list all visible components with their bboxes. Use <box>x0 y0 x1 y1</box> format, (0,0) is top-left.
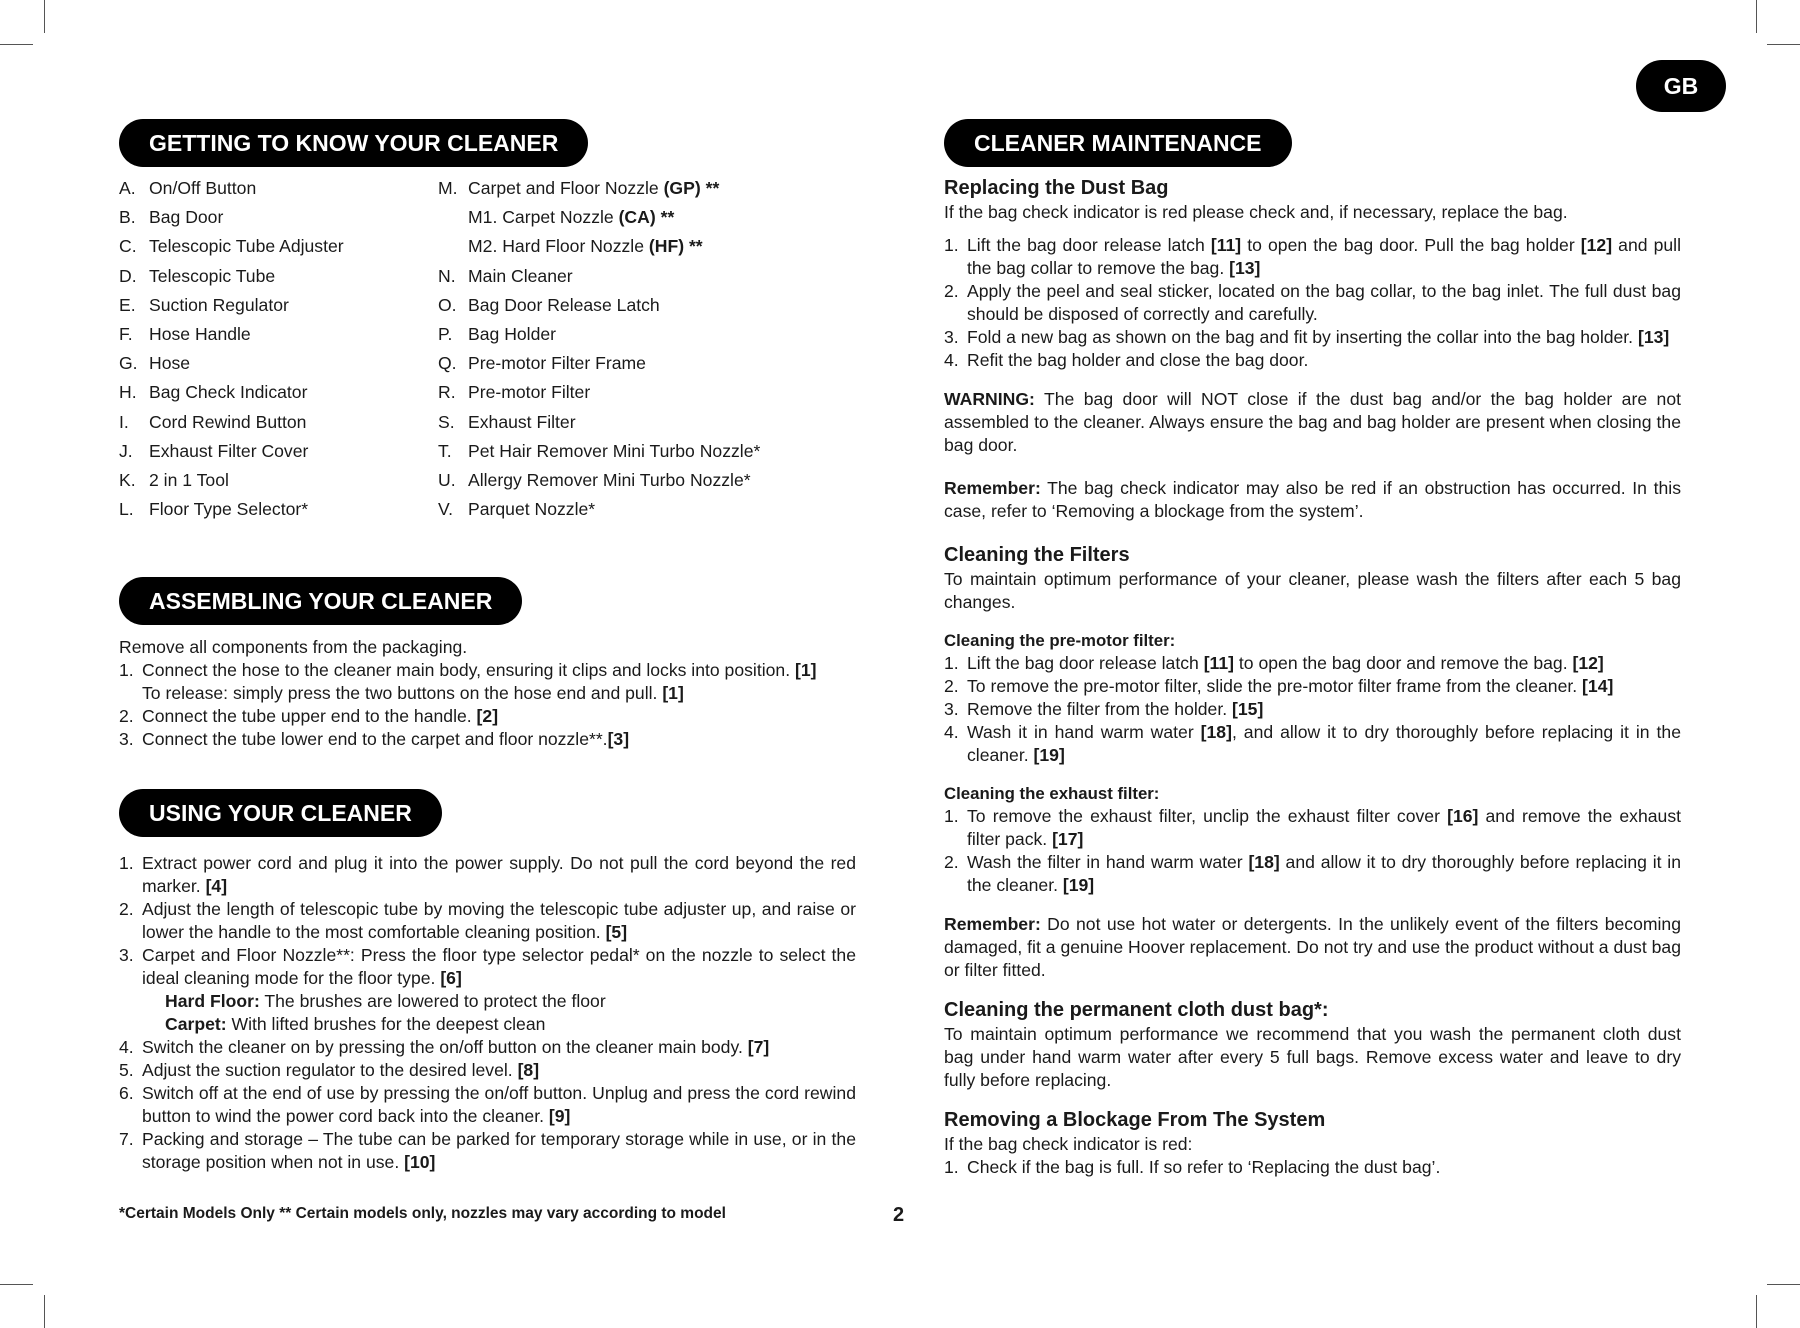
list-item: C. Telescopic Tube Adjuster <box>119 236 344 257</box>
parts-list-right <box>438 174 760 524</box>
crop-mark <box>1767 1284 1800 1285</box>
list-item: L. Floor Type Selector* <box>119 499 309 520</box>
using-body <box>119 852 856 1174</box>
parts-list-left <box>119 174 344 524</box>
list-item: D. Telescopic Tube <box>119 265 276 286</box>
list-item: 1. Connect the hose to the cleaner main body, ensuring it clips and locks into position. [1] <box>119 660 817 680</box>
list-item: 4. Refit the bag holder and close the bag door. <box>944 350 1309 370</box>
blockage-intro: If the bag check indicator is red: <box>944 1134 1193 1154</box>
list-item: 2. Connect the tube upper end to the handle. [2] <box>119 706 499 726</box>
list-item: B. Bag Door <box>119 207 224 228</box>
heading-cleaning-filters: Cleaning the Filters <box>944 544 1130 566</box>
section-header-using: USING YOUR CLEANER <box>119 789 442 837</box>
crop-mark <box>44 1295 45 1328</box>
list-item: 1. Lift the bag door release latch [11] to open the bag door and remove the bag. [12] <box>944 653 1604 673</box>
list-item: P. Bag Holder <box>438 324 557 345</box>
list-item: 4. Switch the cleaner on by pressing the on/off button on the cleaner main body. [7] <box>119 1037 770 1057</box>
carpet-note: Carpet: With lifted brushes for the deepest clean <box>165 1014 546 1034</box>
list-item: J. Exhaust Filter Cover <box>119 440 309 461</box>
list-item: I. Cord Rewind Button <box>119 411 307 432</box>
list-item: 1. Check if the bag is full. If so refer to ‘Replacing the dust bag’. <box>944 1157 1441 1177</box>
list-item: 2. Wash the filter in hand warm water [18] and allow it to dry thoroughly before replacing it in the cleaner. [19] <box>944 852 1681 895</box>
list-item: G. Hose <box>119 353 191 374</box>
list-item: 1. Lift the bag door release latch [11] to open the bag door. Pull the bag holder [12] and pull the bag collar to remove the bag. [13] <box>944 235 1681 278</box>
list-item: 2. To remove the pre-motor filter, slide the pre-motor filter frame from the cleaner. [14] <box>944 676 1614 696</box>
list-item: M1. Carpet Nozzle (CA) ** <box>468 207 675 228</box>
footnote: *Certain Models Only ** Certain models only, nozzles may vary according to model <box>119 1205 726 1222</box>
list-item: 3. Connect the tube lower end to the carpet and floor nozzle**.[3] <box>119 729 630 749</box>
heading-cloth-dust-bag: Cleaning the permanent cloth dust bag*: <box>944 999 1329 1021</box>
assembling-body <box>119 636 856 751</box>
page-number: 2 <box>893 1204 905 1226</box>
crop-mark <box>0 1284 33 1285</box>
list-item: 7. Packing and storage – The tube can be parked for temporary storage while in use, or in the storage position when not in use. [10] <box>119 1129 856 1172</box>
crop-mark <box>44 0 45 33</box>
list-item: To release: simply press the two buttons on the hose end and pull. [1] <box>142 683 684 703</box>
list-item: 5. Adjust the suction regulator to the desired level. [8] <box>119 1060 540 1080</box>
list-item: T. Pet Hair Remover Mini Turbo Nozzle* <box>438 440 761 461</box>
maintenance-body <box>944 176 1681 1179</box>
filters-remember-note: Remember: Do not use hot water or detergents. In the unlikely event of the filters becoming damaged, fit a genuine Hoover replacement. Do not try and use the product without a dust bag or filter fitted. <box>944 914 1681 980</box>
list-item: A. On/Off Button <box>119 178 257 198</box>
list-item: 1. To remove the exhaust filter, unclip the exhaust filter cover [16] and remove the exhaust filter pack. [17] <box>944 806 1682 849</box>
list-item: S. Exhaust Filter <box>438 411 576 432</box>
list-item: Q. Pre-motor Filter Frame <box>438 353 646 374</box>
list-item: V. Parquet Nozzle* <box>438 499 596 520</box>
list-item: 3. Carpet and Floor Nozzle**: Press the floor type selector pedal* on the nozzle to select the ideal cleaning mode for the floor type. [6] Hard Floor: The brushes are lowered to protect the floor Carpet: With lifted brushes for the deepest clean <box>119 945 856 1034</box>
language-badge: GB <box>1636 60 1726 112</box>
crop-mark <box>1756 1295 1757 1328</box>
assembling-intro: Remove all components from the packaging. <box>119 637 468 657</box>
list-item: M. Carpet and Floor Nozzle (GP) ** <box>438 178 720 198</box>
list-item: R. Pre-motor Filter <box>438 382 591 403</box>
hard-floor-note: Hard Floor: The brushes are lowered to protect the floor <box>165 991 606 1011</box>
list-item: 4. Wash it in hand warm water [18], and allow it to dry thoroughly before replacing it in the cleaner. [19] <box>944 722 1681 765</box>
section-header-assembling: ASSEMBLING YOUR CLEANER <box>119 577 522 625</box>
crop-mark <box>1756 0 1757 33</box>
warning-note: WARNING: The bag door will NOT close if the dust bag and/or the bag holder are not assembled to the cleaner. Always ensure the bag and bag holder are present when closing the bag door. <box>944 389 1681 455</box>
list-item: E. Suction Regulator <box>119 294 289 315</box>
section-header-maintenance: CLEANER MAINTENANCE <box>944 119 1292 167</box>
list-item: M2. Hard Floor Nozzle (HF) ** <box>468 236 703 257</box>
cloth-bag-text: To maintain optimum performance we recommend that you wash the permanent cloth dust bag under hand warm water after every 5 full bags. Remove excess water and leave to dry fully before replacing. <box>944 1024 1681 1090</box>
section-header-getting-to-know: GETTING TO KNOW YOUR CLEANER <box>119 119 588 167</box>
list-item: O. Bag Door Release Latch <box>438 294 660 315</box>
list-item: N. Main Cleaner <box>438 265 573 286</box>
crop-mark <box>0 44 33 45</box>
dust-bag-intro: If the bag check indicator is red please check and, if necessary, replace the bag. <box>944 202 1568 222</box>
heading-pre-motor-filter: Cleaning the pre-motor filter: <box>944 631 1176 650</box>
list-item: K. 2 in 1 Tool <box>119 470 229 491</box>
heading-dust-bag: Replacing the Dust Bag <box>944 177 1169 199</box>
list-item: 6. Switch off at the end of use by pressing the on/off button. Unplug and press the cord rewind button to wind the power cord back into the cleaner. [9] <box>119 1083 856 1126</box>
list-item: 2. Adjust the length of telescopic tube by moving the telescopic tube adjuster up, and raise or lower the handle to the most comfortable cleaning position. [5] <box>119 899 856 942</box>
heading-exhaust-filter: Cleaning the exhaust filter: <box>944 784 1160 803</box>
list-item: 3. Fold a new bag as shown on the bag and fit by inserting the collar into the bag holder. [13] <box>944 327 1670 347</box>
list-item: F. Hose Handle <box>119 324 251 345</box>
list-item: H. Bag Check Indicator <box>119 382 308 403</box>
filters-intro: To maintain optimum performance of your cleaner, please wash the filters after each 5 bag changes. <box>944 569 1681 612</box>
list-item: 2. Apply the peel and seal sticker, located on the bag collar, to the bag inlet. The full dust bag should be disposed of correctly and carefully. <box>944 281 1681 324</box>
list-item: U. Allergy Remover Mini Turbo Nozzle* <box>438 470 751 491</box>
remember-note: Remember: The bag check indicator may also be red if an obstruction has occurred. In this case, refer to ‘Removing a blockage from the system’. <box>944 478 1681 521</box>
list-item: 3. Remove the filter from the holder. [15] <box>944 699 1264 719</box>
list-item: 1. Extract power cord and plug it into the power supply. Do not pull the cord beyond the red marker. [4] <box>119 853 856 896</box>
heading-blockage: Removing a Blockage From The System <box>944 1109 1326 1131</box>
crop-mark <box>1767 44 1800 45</box>
